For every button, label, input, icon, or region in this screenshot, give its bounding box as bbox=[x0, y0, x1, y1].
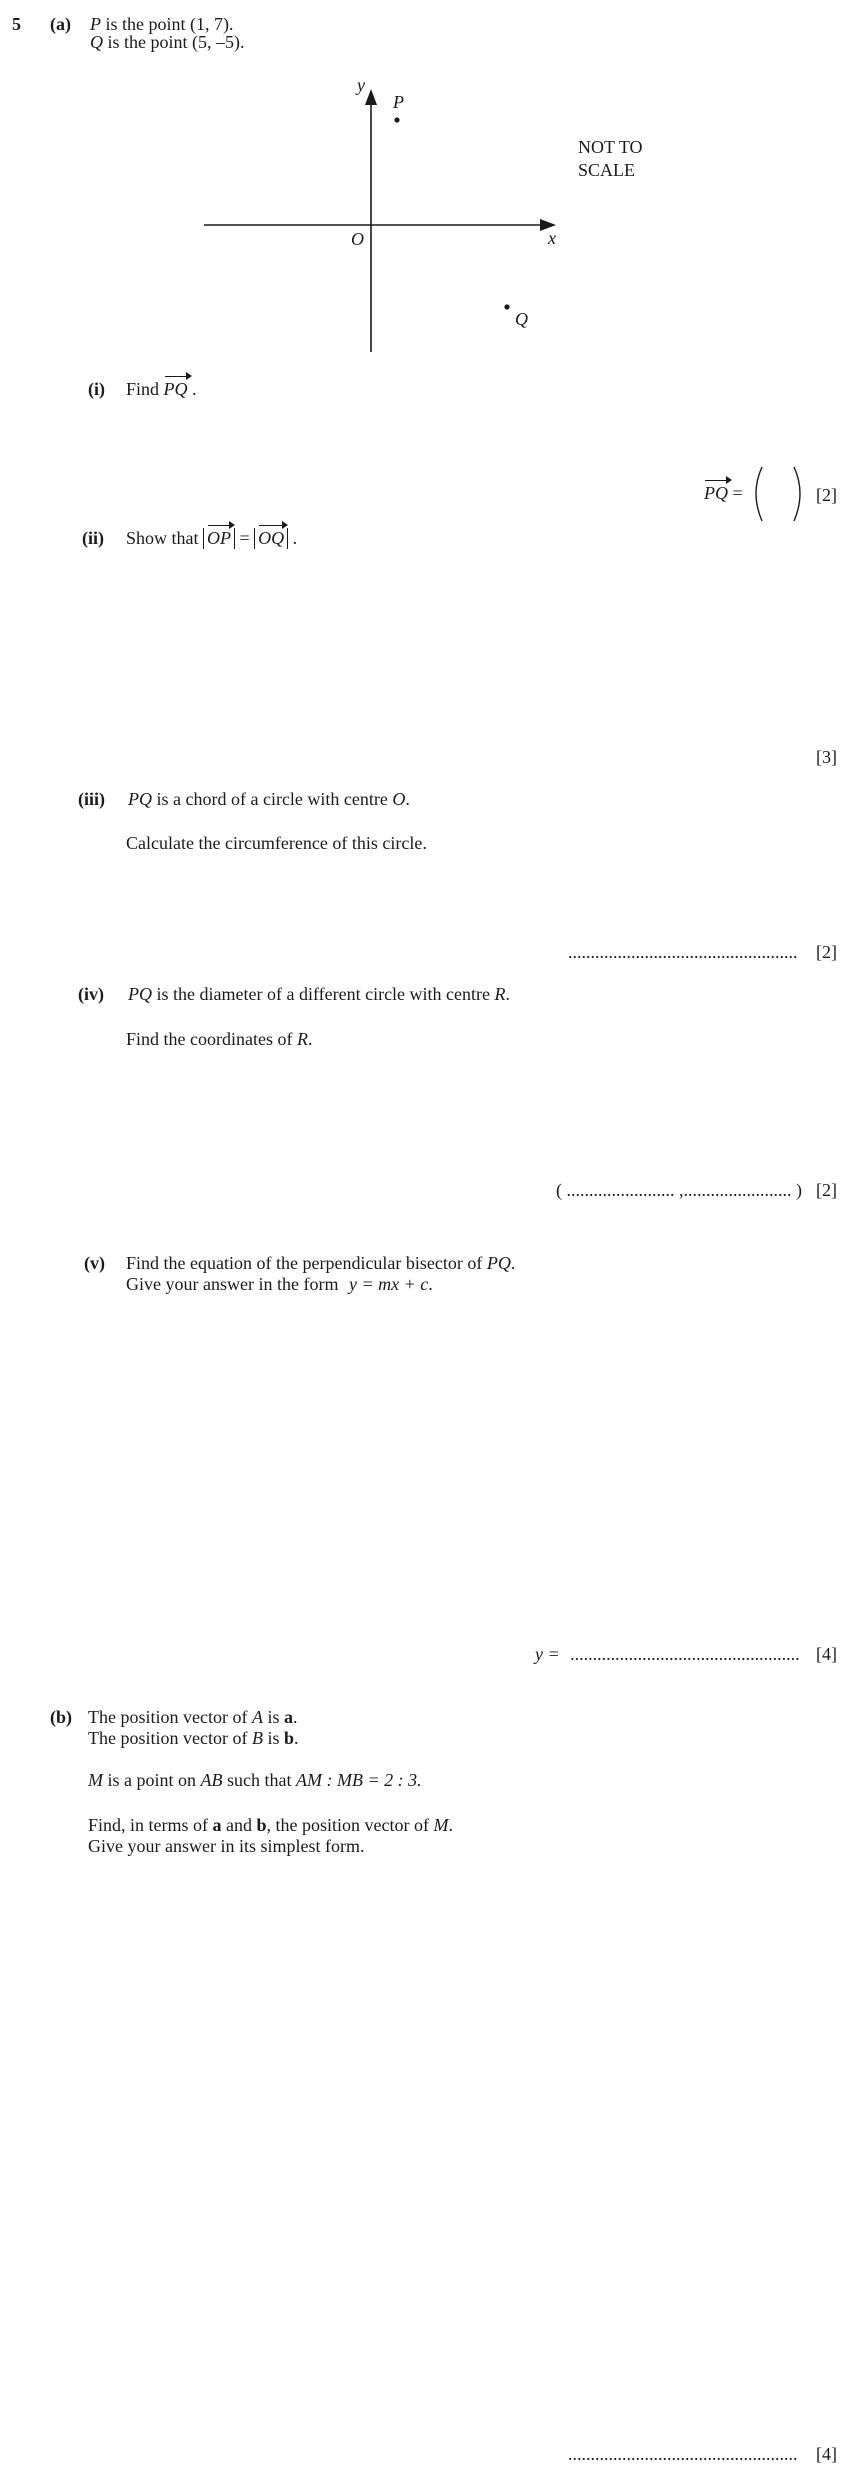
part-iii-text2: Calculate the circumference of this circle. bbox=[126, 833, 427, 853]
part-iv-marks: [2] bbox=[816, 1180, 837, 1200]
part-b-line3 bbox=[88, 1770, 422, 1791]
diameter-pq-var: PQ bbox=[128, 984, 152, 1004]
part-i-text bbox=[126, 379, 197, 400]
part-b-label: (b) bbox=[50, 1707, 72, 1727]
part-b-line2-is: is bbox=[267, 1728, 280, 1748]
part-i-marks: [2] bbox=[816, 485, 837, 505]
part-b-line4: Find, in terms of a and b, the position vector of M. bbox=[88, 1815, 453, 1835]
point-q-var: Q bbox=[90, 32, 103, 52]
point-p-dot bbox=[394, 117, 399, 122]
part-iv-text1 bbox=[128, 984, 510, 1005]
part-b-bold-a: a bbox=[212, 1815, 222, 1835]
part-b-line3-pre: is a point on bbox=[107, 1770, 196, 1790]
part-b-line1-pre: The position vector of bbox=[88, 1707, 248, 1727]
ratio-am-mb: AM : MB = 2 : 3. bbox=[296, 1770, 422, 1790]
answer-equals: = bbox=[732, 483, 743, 503]
y-axis bbox=[365, 89, 377, 352]
vector-b: b bbox=[283, 1728, 294, 1748]
part-v-answer-line[interactable]: ................................................... bbox=[570, 1644, 800, 1664]
part-i-label: (i) bbox=[88, 379, 105, 399]
part-iv-answer bbox=[556, 1180, 802, 1201]
part-i-tail: . bbox=[192, 379, 197, 399]
point-p-text: is the point (1, 7). bbox=[105, 14, 234, 34]
part-b-line1-is: is bbox=[267, 1707, 280, 1727]
part-iii-answer-line[interactable]: ................................................... bbox=[568, 942, 798, 962]
part-iv-open-paren: ( bbox=[556, 1180, 562, 1200]
part-b-and: and bbox=[226, 1815, 252, 1835]
part-b-line2-pre: The position vector of bbox=[88, 1728, 248, 1748]
part-iv-text2 bbox=[126, 1029, 312, 1050]
point-p-label: P bbox=[393, 92, 404, 112]
segment-ab: AB bbox=[200, 1770, 223, 1790]
point-q-label: Q bbox=[515, 309, 528, 329]
part-b-line5: Give your answer in its simplest form. bbox=[88, 1836, 365, 1856]
part-b-marks: [4] bbox=[816, 2444, 837, 2464]
chord-pq-var: PQ bbox=[128, 789, 152, 809]
not-to-scale-line1: NOT TO bbox=[578, 137, 643, 157]
vector-pq: PQ bbox=[163, 379, 188, 399]
part-v-label: (v) bbox=[84, 1253, 105, 1273]
part-b-bold-b: b bbox=[256, 1815, 267, 1835]
part-ii-text bbox=[126, 528, 297, 549]
part-iii-text1 bbox=[128, 789, 410, 810]
part-b-point-b: B bbox=[251, 1728, 263, 1748]
part-b-line1: The position vector of A is a. bbox=[88, 1707, 298, 1727]
part-iii-chord-text: is a chord of a circle with centre bbox=[156, 789, 388, 809]
part-iv-diameter-text: is the diameter of a different circle with centre bbox=[156, 984, 491, 1004]
x-axis bbox=[204, 219, 556, 231]
part-iv-find-text: Find the coordinates of bbox=[126, 1029, 293, 1049]
part-i-find: Find bbox=[126, 379, 160, 399]
point-r-var: R bbox=[296, 1029, 308, 1049]
part-b-line2: The position vector of B is b. bbox=[88, 1728, 299, 1748]
part-v-find-text: Find the equation of the perpendicular bisector of bbox=[126, 1253, 483, 1273]
part-b-line4-pre: Find, in terms of bbox=[88, 1815, 208, 1835]
part-i-answer bbox=[704, 483, 743, 504]
x-axis-label: x bbox=[548, 228, 556, 248]
point-q-text: is the point (5, –5). bbox=[107, 32, 245, 52]
y-axis-label: y bbox=[357, 75, 365, 95]
part-iv-answer-y[interactable]: ........................ bbox=[683, 1180, 792, 1200]
part-iv-close-paren: ) bbox=[796, 1180, 802, 1200]
part-v-form-equation: y = mx + c bbox=[348, 1274, 429, 1294]
part-iii-tail: . bbox=[405, 789, 410, 809]
part-b-answer-line[interactable]: ................................................... bbox=[568, 2444, 798, 2464]
answer-vector-pq: PQ bbox=[704, 483, 728, 503]
part-ii-show: Show that bbox=[126, 528, 199, 548]
question-number: 5 bbox=[12, 14, 21, 34]
part-iv-comma: , bbox=[679, 1180, 684, 1200]
part-v-text2: Give your answer in the form y = mx + c. bbox=[126, 1274, 433, 1294]
part-b-line4-m: M bbox=[433, 1815, 449, 1835]
bisector-pq-var: PQ bbox=[486, 1253, 511, 1273]
not-to-scale-line2: SCALE bbox=[578, 160, 636, 180]
part-ii-equals: = bbox=[239, 528, 250, 548]
part-b-line4-post: , the position vector of bbox=[266, 1815, 429, 1835]
part-v-text1: Find the equation of the perpendicular bisector of PQ. bbox=[126, 1253, 516, 1273]
vector-oq: OQ bbox=[258, 528, 285, 548]
part-v-answer-prefix: y = bbox=[535, 1644, 560, 1664]
centre-r-var: R bbox=[494, 984, 506, 1004]
part-iii-label: (iii) bbox=[78, 789, 105, 809]
part-v-answer bbox=[535, 1644, 800, 1665]
part-b-point-a: A bbox=[251, 1707, 263, 1727]
column-vector-brackets[interactable] bbox=[748, 465, 808, 525]
part-iii-marks: [2] bbox=[816, 942, 837, 962]
part-ii-marks: [3] bbox=[816, 747, 837, 767]
point-p-var: P bbox=[90, 14, 101, 34]
part-a-label: (a) bbox=[50, 14, 71, 34]
part-iv-answer-x[interactable]: ........................ bbox=[566, 1180, 675, 1200]
part-b-line3-such-that: such that bbox=[227, 1770, 292, 1790]
part-v-marks: [4] bbox=[816, 1644, 837, 1664]
origin-label: O bbox=[351, 229, 364, 249]
part-ii-tail: . bbox=[292, 528, 298, 548]
part-iv-label: (iv) bbox=[78, 984, 104, 1004]
centre-o-var: O bbox=[392, 789, 406, 809]
vector-a: a bbox=[283, 1707, 293, 1727]
vector-op: OP bbox=[207, 528, 232, 548]
part-iv-text2-tail: . bbox=[307, 1029, 313, 1049]
point-q-dot bbox=[504, 304, 509, 309]
part-iv-tail: . bbox=[505, 984, 511, 1004]
coordinate-diagram bbox=[0, 0, 853, 360]
part-b-point-m: M bbox=[88, 1770, 103, 1790]
part-ii-label: (ii) bbox=[82, 528, 104, 548]
part-v-form-text: Give your answer in the form bbox=[126, 1274, 339, 1294]
